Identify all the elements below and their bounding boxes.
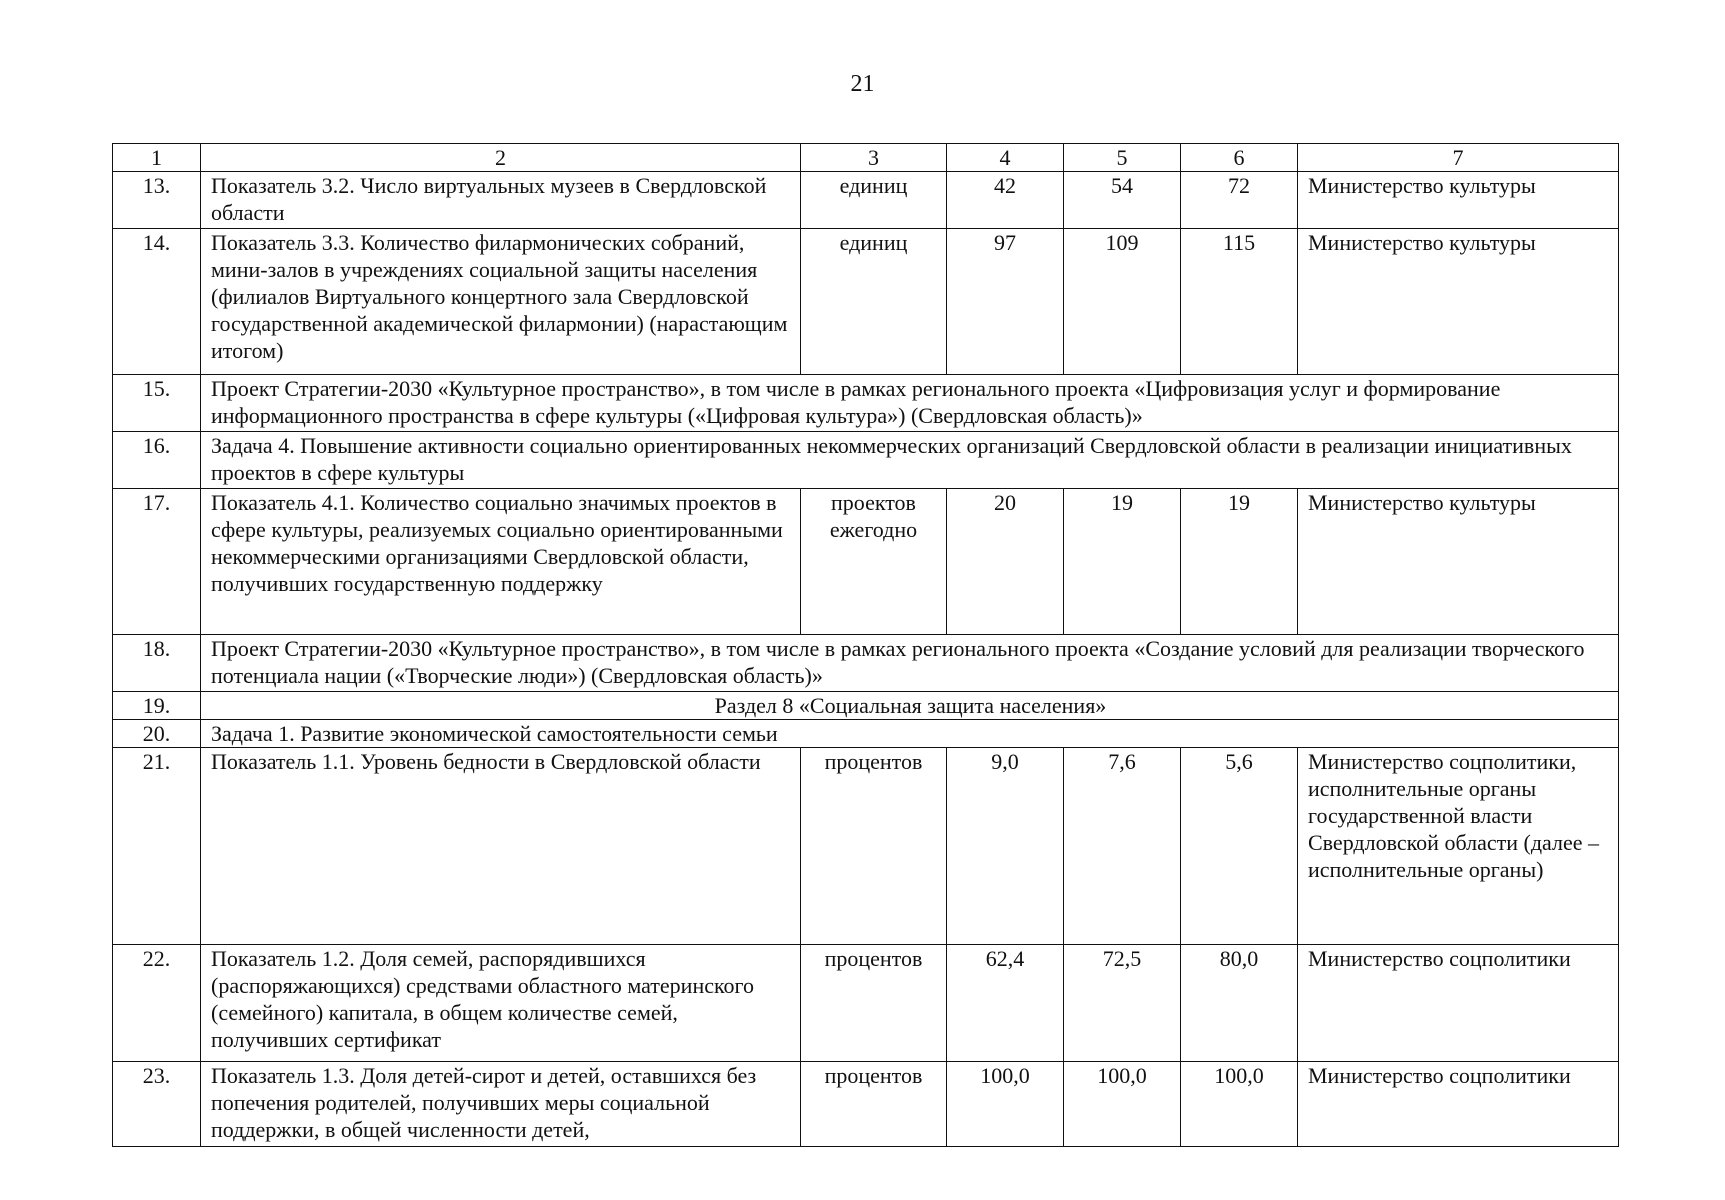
indicators-table bbox=[112, 143, 1619, 1147]
table-row bbox=[113, 229, 1619, 375]
table-row bbox=[113, 375, 1619, 432]
unit-cell: единиц bbox=[801, 229, 947, 375]
value-col-5: 7,6 bbox=[1064, 748, 1181, 945]
spanning-row-text: Проект Стратегии-2030 «Культурное пространство», в том числе в рамках регионального проекта «Создание условий для реализации творческого потенциала нации («Творческие люди») (Свердловская область)» bbox=[201, 635, 1619, 692]
value-col-4: 97 bbox=[947, 229, 1064, 375]
value-col-6: 100,0 bbox=[1181, 1062, 1298, 1147]
page-number: 21 bbox=[850, 71, 875, 97]
indicator-name: Показатель 3.3. Количество филармонических собраний, мини-залов в учреждениях социальной защиты населения (филиалов Виртуального концертного зала Свердловской государственной академической филармонии) (нарастающим итогом) bbox=[201, 229, 801, 375]
column-number-row bbox=[113, 144, 1619, 172]
value-col-4: 100,0 bbox=[947, 1062, 1064, 1147]
table-row bbox=[113, 692, 1619, 720]
column-header: 1 bbox=[113, 144, 201, 172]
value-col-5: 54 bbox=[1064, 172, 1181, 229]
row-number: 13. bbox=[113, 172, 201, 229]
row-number: 23. bbox=[113, 1062, 201, 1147]
responsible-cell: Министерство соцполитики, исполнительные органы государственной власти Свердловской области (далее – исполнительные органы) bbox=[1298, 748, 1619, 945]
indicator-name: Показатель 1.1. Уровень бедности в Свердловской области bbox=[201, 748, 801, 945]
unit-cell: процентов bbox=[801, 1062, 947, 1147]
value-col-6: 5,6 bbox=[1181, 748, 1298, 945]
responsible-cell: Министерство культуры bbox=[1298, 489, 1619, 635]
responsible-cell: Министерство культуры bbox=[1298, 229, 1619, 375]
spanning-row-text: Задача 1. Развитие экономической самостоятельности семьи bbox=[201, 720, 1619, 748]
row-number: 14. bbox=[113, 229, 201, 375]
unit-cell: процентов bbox=[801, 748, 947, 945]
unit-cell: процентов bbox=[801, 945, 947, 1062]
row-number: 16. bbox=[113, 432, 201, 489]
indicator-name: Показатель 4.1. Количество социально значимых проектов в сфере культуры, реализуемых социально ориентированными некоммерческими организациями Свердловской области, получивших государственную поддержку bbox=[201, 489, 801, 635]
row-number: 20. bbox=[113, 720, 201, 748]
column-header: 6 bbox=[1181, 144, 1298, 172]
spanning-row-text: Задача 4. Повышение активности социально ориентированных некоммерческих организаций Свердловской области в реализации инициативных проектов в сфере культуры bbox=[201, 432, 1619, 489]
column-header: 5 bbox=[1064, 144, 1181, 172]
spanning-row-text: Проект Стратегии-2030 «Культурное пространство», в том числе в рамках регионального проекта «Цифровизация услуг и формирование информационного пространства в сфере культуры («Цифровая культура») (Свердловская область)» bbox=[201, 375, 1619, 432]
column-header: 7 bbox=[1298, 144, 1619, 172]
value-col-6: 72 bbox=[1181, 172, 1298, 229]
table-row bbox=[113, 432, 1619, 489]
value-col-5: 109 bbox=[1064, 229, 1181, 375]
row-number: 22. bbox=[113, 945, 201, 1062]
value-col-5: 100,0 bbox=[1064, 1062, 1181, 1147]
table-row bbox=[113, 172, 1619, 229]
table-row bbox=[113, 748, 1619, 945]
responsible-cell: Министерство соцполитики bbox=[1298, 945, 1619, 1062]
table-row bbox=[113, 489, 1619, 635]
column-header: 2 bbox=[201, 144, 801, 172]
column-header: 4 bbox=[947, 144, 1064, 172]
value-col-5: 19 bbox=[1064, 489, 1181, 635]
value-col-5: 72,5 bbox=[1064, 945, 1181, 1062]
value-col-4: 9,0 bbox=[947, 748, 1064, 945]
value-col-6: 115 bbox=[1181, 229, 1298, 375]
indicator-name: Показатель 1.3. Доля детей-сирот и детей, оставшихся без попечения родителей, получивших меры социальной поддержки, в общей численности детей, bbox=[201, 1062, 801, 1147]
indicator-name: Показатель 1.2. Доля семей, распорядившихся (распоряжающихся) средствами областного материнского (семейного) капитала, в общем количестве семей, получивших сертификат bbox=[201, 945, 801, 1062]
value-col-4: 62,4 bbox=[947, 945, 1064, 1062]
row-number: 21. bbox=[113, 748, 201, 945]
table-row bbox=[113, 945, 1619, 1062]
responsible-cell: Министерство культуры bbox=[1298, 172, 1619, 229]
indicator-name: Показатель 3.2. Число виртуальных музеев в Свердловской области bbox=[201, 172, 801, 229]
row-number: 18. bbox=[113, 635, 201, 692]
value-col-6: 19 bbox=[1181, 489, 1298, 635]
row-number: 19. bbox=[113, 692, 201, 720]
value-col-6: 80,0 bbox=[1181, 945, 1298, 1062]
column-header: 3 bbox=[801, 144, 947, 172]
section-heading: Раздел 8 «Социальная защита населения» bbox=[201, 692, 1619, 720]
table-row bbox=[113, 1062, 1619, 1147]
table-row bbox=[113, 720, 1619, 748]
value-col-4: 42 bbox=[947, 172, 1064, 229]
unit-cell: единиц bbox=[801, 172, 947, 229]
row-number: 15. bbox=[113, 375, 201, 432]
row-number: 17. bbox=[113, 489, 201, 635]
responsible-cell: Министерство соцполитики bbox=[1298, 1062, 1619, 1147]
unit-cell: проектов ежегодно bbox=[801, 489, 947, 635]
value-col-4: 20 bbox=[947, 489, 1064, 635]
table-row bbox=[113, 635, 1619, 692]
